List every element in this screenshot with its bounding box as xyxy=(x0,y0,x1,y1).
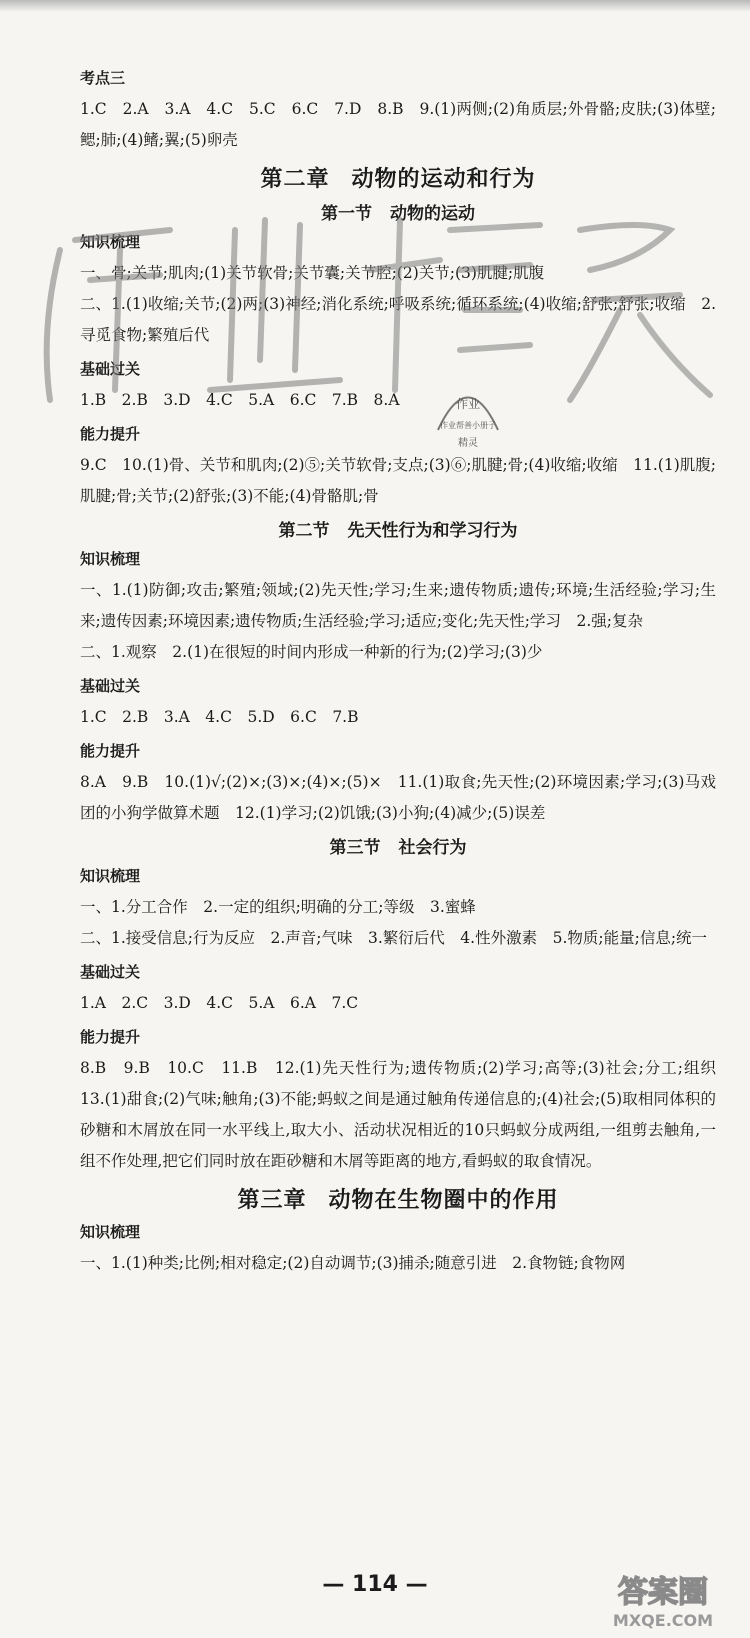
answer-line: 9.C 10.(1)骨、关节和肌肉;(2)⑤;关节软骨;支点;(3)⑥;肌腱;骨;(4)收缩;收缩 11.(1)肌腹;肌腱;骨;关节;(2)舒张;(3)不能;(4)骨骼肌;骨 xyxy=(80,456,716,505)
section-heading xyxy=(80,833,716,858)
subsection-label: 基础过关 xyxy=(80,360,141,378)
answer-line: 8.A 9.B 10.(1)√;(2)×;(3)×;(4)×;(5)× 11.(1)取食;先天性;(2)环境因素;学习;(3)马戏团的小狗学做算术题 12.(1)学习;(2)饥饿;(3)小狗;(4)减少;(5)误差 xyxy=(80,773,716,822)
svg-text:MXQE.COM: MXQE.COM xyxy=(612,1611,714,1630)
section-heading xyxy=(80,199,716,224)
section-title: 动物的运动 xyxy=(390,204,475,224)
answer-line: 二、1.(1)收缩;关节;(2)两;(3)神经;消化系统;呼吸系统;循环系统;(4)收缩;舒张;舒张;收缩 2.寻觅食物;繁殖后代 xyxy=(80,295,716,344)
subsection-label: 知识梳理 xyxy=(80,1223,141,1241)
answer-line: 1.B 2.B 3.D 4.C 5.A 6.C 7.B 8.A xyxy=(80,391,400,409)
subsection-label: 知识梳理 xyxy=(80,233,141,251)
answer-line: 8.B 9.B 10.C 11.B 12.(1)先天性行为;遗传物质;(2)学习;高等;(3)社会;分工;组织 13.(1)甜食;(2)气味;触角;(3)不能;蚂蚁之间是通过触角传递信息的;(4)社会;(5)取相同体积的砂糖和木屑放在同一水平线上,取大小、活动状况相近的10只蚂蚁分成两组,一组剪去触角,一组不作处理,把它们同时放在距砂糖和木屑等距离的地方,看蚂蚁的取食情况。 xyxy=(80,1059,732,1170)
stamp-seal xyxy=(418,370,518,460)
answer-line: 1.C 2.B 3.A 4.C 5.D 6.C 7.B xyxy=(80,708,359,726)
answer-line: 二、1.观察 2.(1)在很短的时间内形成一种新的行为;(2)学习;(3)少 xyxy=(80,643,543,661)
chapter-number: 第三章 xyxy=(237,1187,307,1213)
section-heading xyxy=(80,516,716,541)
subsection-label: 能力提升 xyxy=(80,425,141,443)
page-number: — 114 — xyxy=(322,1572,428,1597)
section-title: 先天性行为和学习行为 xyxy=(347,521,518,541)
answer-line: 一、1.(1)种类;比例;相对稳定;(2)自动调节;(3)捕杀;随意引进 2.食物链;食物网 xyxy=(80,1254,626,1272)
chapter-heading xyxy=(80,1183,716,1214)
section-number: 第一节 xyxy=(321,204,372,224)
svg-text:作业: 作业 xyxy=(455,397,481,411)
subsection-label: 知识梳理 xyxy=(80,550,141,568)
subsection-label: 基础过关 xyxy=(80,677,141,695)
answer-line: 一、骨;关节;肌肉;(1)关节软骨;关节囊;关节腔;(2)关节;(3)肌腱;肌腹 xyxy=(80,264,545,282)
subsection-label: 基础过关 xyxy=(80,963,141,981)
section-number: 第二节 xyxy=(278,521,330,541)
answer-line: 1.A 2.C 3.D 4.C 5.A 6.A 7.C xyxy=(80,994,359,1012)
answer-line: 一、1.分工合作 2.一定的组织;明确的分工;等级 3.蜜蜂 xyxy=(80,898,476,916)
svg-text:精灵: 精灵 xyxy=(458,438,478,449)
scan-top-edge xyxy=(0,0,750,12)
answer-content xyxy=(80,60,732,1279)
subsection-label: 能力提升 xyxy=(80,1028,141,1046)
section-number: 第三节 xyxy=(329,838,381,858)
subsection-label: 能力提升 xyxy=(80,742,141,760)
subsection-label: 知识梳理 xyxy=(80,867,141,885)
svg-text:作业帮善小册子: 作业帮善小册子 xyxy=(440,421,496,430)
chapter-number: 第二章 xyxy=(260,166,330,192)
chapter-title: 动物的运动和行为 xyxy=(351,166,536,192)
svg-text:答案圈: 答案圈 xyxy=(618,1575,708,1610)
answer-line: 一、1.(1)防御;攻击;繁殖;领域;(2)先天性;学习;生来;遗传物质;遗传;环境;生活经验;学习;生来;遗传因素;环境因素;遗传物质;生活经验;学习;适应;变化;先天性;学习 2.强;复杂 xyxy=(80,581,716,630)
subsection-label: 考点三 xyxy=(80,69,126,87)
answer-line: 二、1.接受信息;行为反应 2.声音;气味 3.繁衍后代 4.性外激素 5.物质;能量;信息;统一 xyxy=(80,929,708,947)
chapter-title: 动物在生物圈中的作用 xyxy=(328,1187,559,1213)
answer-line: 1.C 2.A 3.A 4.C 5.C 6.C 7.D 8.B 9.(1)两侧;(2)角质层;外骨骼;皮肤;(3)体壁;鳃;肺;(4)鳍;翼;(5)卵壳 xyxy=(80,100,716,149)
section-title: 社会行为 xyxy=(398,838,467,858)
chapter-heading xyxy=(80,162,716,193)
